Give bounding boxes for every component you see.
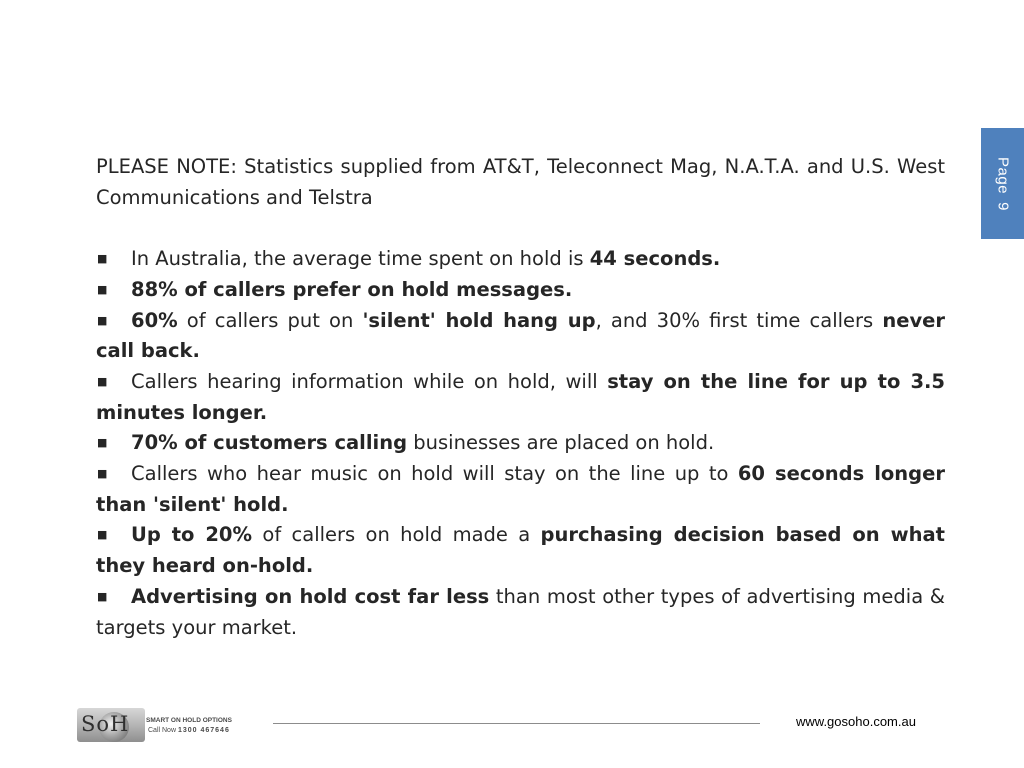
item-text: of callers put on (177, 308, 363, 332)
item-text: Callers who hear music on hold will stay on the line up to (131, 462, 738, 486)
square-bullet-icon: ■ (97, 436, 108, 450)
logo-letters: SoH (81, 712, 130, 736)
item-emphasis: purchasing decision based on what they heard on-hold. (96, 523, 945, 578)
item-emphasis: 60% (131, 308, 178, 332)
item-text: businesses are placed on hold. (407, 431, 715, 455)
footer-divider (273, 723, 760, 724)
item-text: In Australia, the average time spent on hold is (131, 247, 590, 271)
item-emphasis: Advertising on hold cost far less (131, 584, 490, 608)
footer-website-url: www.gosoho.com.au (796, 714, 916, 729)
page-word: Page (994, 156, 1011, 194)
square-bullet-icon: ■ (97, 313, 108, 327)
list-item (96, 306, 945, 367)
list-item (96, 244, 945, 275)
page-number-tab (981, 128, 1024, 239)
item-emphasis: 70% of customers calling (131, 431, 408, 455)
item-emphasis: stay on the line for up to 3.5 minutes longer. (96, 369, 945, 424)
square-bullet-icon: ■ (97, 467, 108, 481)
list-item (96, 428, 945, 459)
list-item (96, 582, 945, 643)
item-emphasis: never call back. (96, 308, 946, 363)
statistics-content (96, 152, 945, 643)
statistics-list (96, 244, 945, 643)
list-item (96, 520, 945, 581)
company-logo (77, 708, 237, 744)
logo-call-label: Call Now (148, 727, 177, 734)
list-item (96, 275, 945, 306)
item-emphasis: Up to 20% (131, 523, 253, 547)
list-item (96, 459, 945, 520)
square-bullet-icon: ■ (97, 589, 108, 603)
item-emphasis: 60 seconds longer than 'silent' hold. (96, 462, 945, 516)
square-bullet-icon: ■ (97, 528, 108, 542)
item-emphasis: 'silent' hold hang up (362, 308, 596, 332)
page-number-label (994, 157, 1011, 211)
square-bullet-icon: ■ (97, 282, 108, 296)
item-emphasis: 88% of callers prefer on hold messages. (131, 277, 573, 301)
item-emphasis: 44 seconds. (589, 247, 721, 271)
item-text: than most other types of advertising media & targets your market. (96, 584, 945, 639)
item-text: , and 30% first time callers (595, 308, 883, 332)
logo-icon (77, 708, 145, 742)
page-number: 9 (994, 201, 1011, 211)
list-item (96, 367, 945, 428)
item-text: Callers hearing information while on hold, will (131, 369, 608, 393)
logo-tagline: SMART ON HOLD OPTIONS (146, 717, 232, 724)
square-bullet-icon: ■ (97, 374, 108, 388)
statistics-source-note: PLEASE NOTE: Statistics supplied from AT&T, Teleconnect Mag, N.A.T.A. and U.S. West Communications and Telstra (96, 155, 945, 209)
logo-phone-number: 1300 467646 (177, 727, 230, 734)
logo-call-line (148, 727, 230, 734)
item-text: of callers on hold made a (252, 523, 541, 547)
square-bullet-icon: ■ (97, 252, 108, 266)
